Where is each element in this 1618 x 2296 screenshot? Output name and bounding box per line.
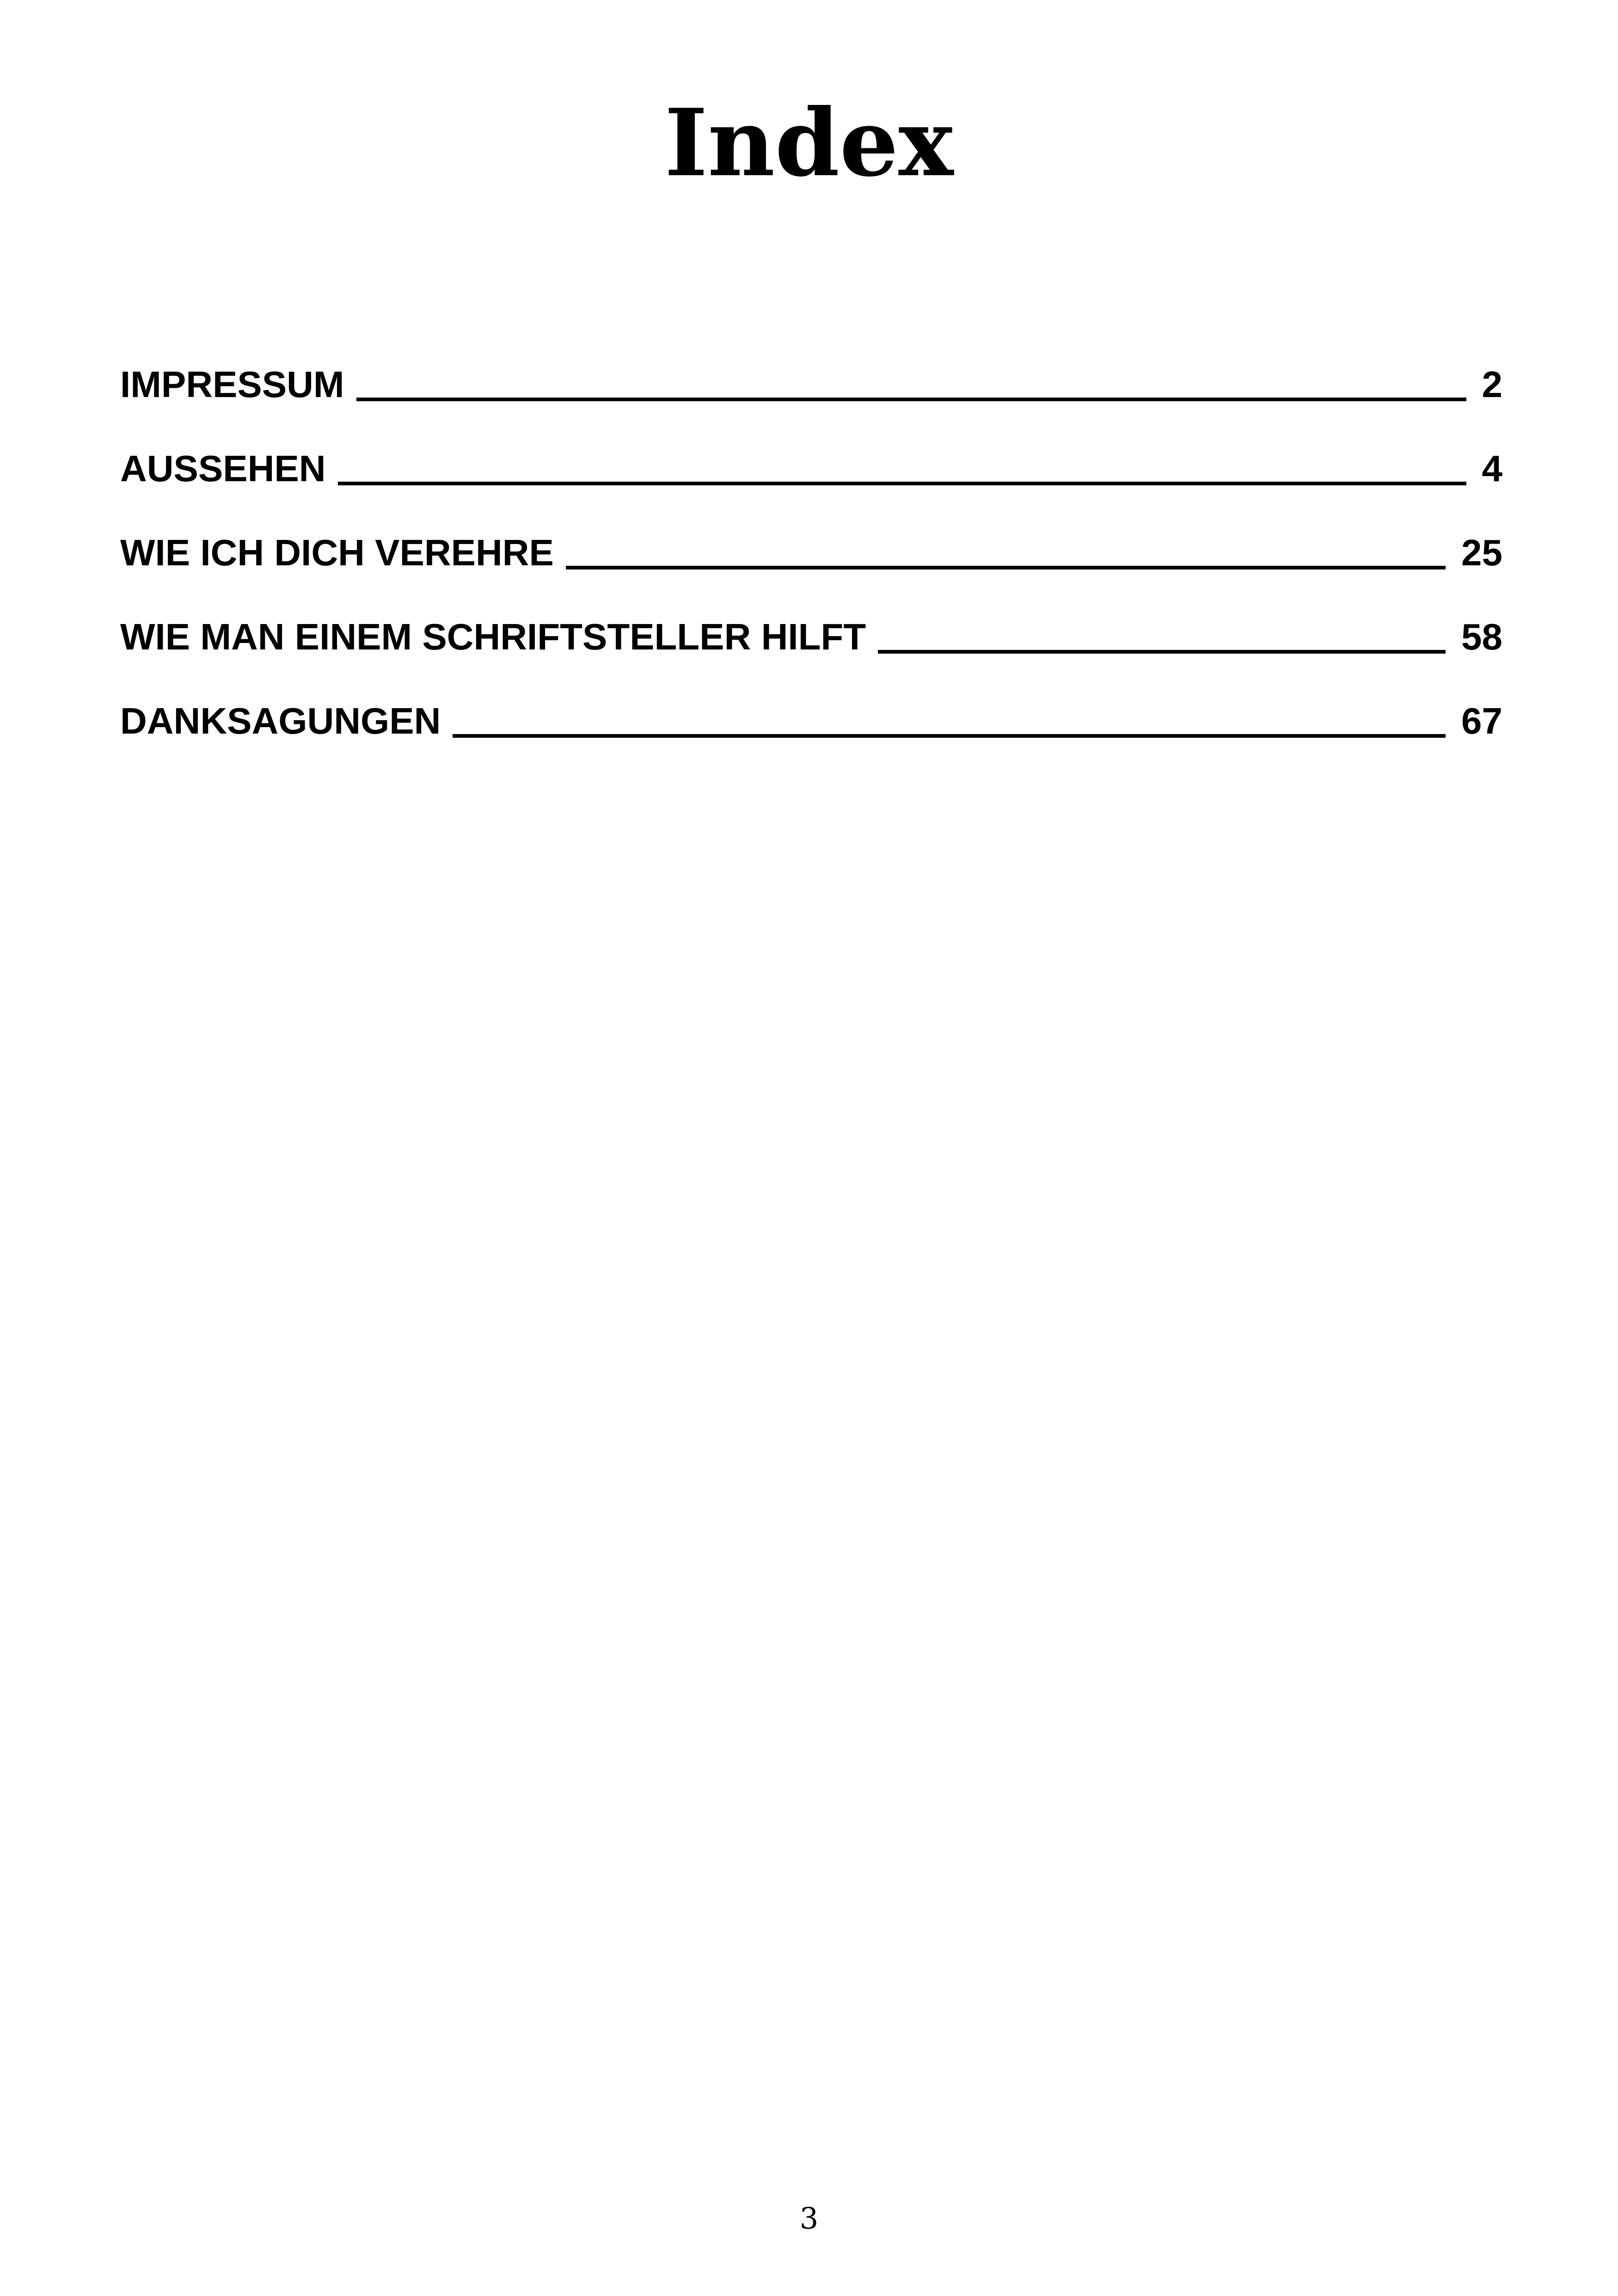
page-title: Index (664, 89, 954, 197)
toc-entry-page: 67 (1461, 700, 1502, 741)
toc-entry-wie-man-einem-schriftsteller-hilft[interactable] (120, 576, 1502, 660)
toc-entry-wie-ich-dich-verehre[interactable] (120, 492, 1502, 576)
toc-leader-line (566, 566, 1446, 569)
toc-leader-line (338, 482, 1466, 485)
toc-entry-aussehen[interactable] (120, 408, 1502, 492)
toc-entry-page: 58 (1461, 616, 1502, 657)
toc-entry-label: AUSSEHEN (120, 448, 326, 489)
table-of-contents (120, 324, 1502, 744)
toc-entry-page: 4 (1482, 448, 1502, 489)
toc-entry-page: 2 (1482, 364, 1502, 405)
toc-entry-danksagungen[interactable] (120, 660, 1502, 744)
toc-entry-label: WIE ICH DICH VEREHRE (120, 532, 554, 573)
toc-entry-label: IMPRESSUM (120, 364, 344, 405)
toc-entry-label: DANKSAGUNGEN (120, 700, 441, 741)
toc-entry-page: 25 (1461, 532, 1502, 573)
toc-leader-line (356, 398, 1466, 401)
toc-leader-line (878, 650, 1446, 654)
page-number: 3 (799, 2202, 819, 2236)
toc-entry-impressum[interactable] (120, 324, 1502, 408)
toc-leader-line (453, 734, 1446, 738)
toc-entry-label: WIE MAN EINEM SCHRIFTSTELLER HILFT (120, 616, 866, 657)
